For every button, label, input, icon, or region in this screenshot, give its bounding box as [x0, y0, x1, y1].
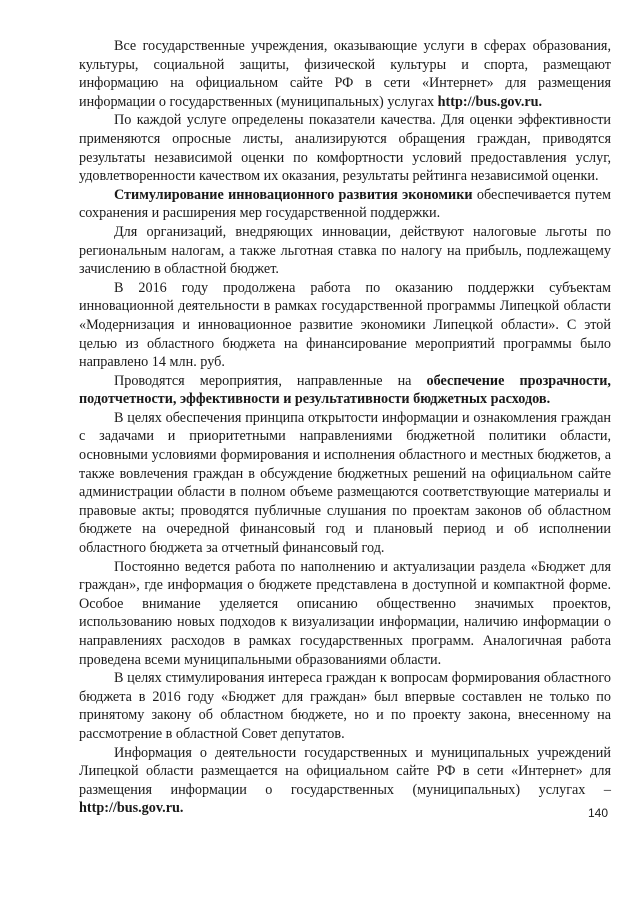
paragraph-text: В целях обеспечения принципа открытости информации и ознакомления граждан с задачами и приоритетными направлениями бюджетной политики области, основными условиями формирования и исполнения областного и местных бюджетов, а также вовлечения граждан в обсуждение бюджетных решений на официальном сайте администрации области в полном объеме размещаются соответствующие материалы и правовые акты; проводятся публичные слушания по проектам законов об областном бюджете на очередной финансовый год и плановый период и об исполнении областного бюджета за отчетный финансовый год.	[79, 409, 611, 557]
bold-text: Стимулирование инновационного развития экономики	[114, 186, 473, 203]
paragraph	[79, 669, 611, 743]
paragraph	[79, 223, 611, 279]
paragraph	[79, 372, 611, 409]
bold-text: http://bus.gov.ru.	[437, 93, 543, 110]
paragraph	[79, 186, 611, 223]
paragraph-text: Проводятся мероприятия, направленные на	[114, 372, 427, 389]
paragraph-text: По каждой услуге определены показатели качества. Для оценки эффективности применяются опросные листы, анализируются обращения граждан, приводятся результаты независимой оценки по комфортности условий предоставления услуг, удовлетворенности качеством их оказания, результаты рейтинга независимой оценки.	[79, 112, 611, 185]
paragraph-text: обеспечивается путем сохранения и расширения мер государственной поддержки.	[79, 186, 611, 222]
paragraph	[79, 37, 611, 111]
paragraph-text: Для организаций, внедряющих инновации, действуют налоговые льготы по региональным налогам, а также льготная ставка по налогу на прибыль, подлежащему зачислению в областной бюджет.	[79, 223, 611, 278]
document-body	[79, 37, 611, 818]
page-number: 140	[588, 806, 609, 820]
bold-text: http://bus.gov.ru.	[79, 800, 184, 817]
bold-text: обеспечение прозрачности, подотчетности, эффективности и результативности бюджетных расходов.	[79, 372, 611, 408]
paragraph-text: Все государственные учреждения, оказывающие услуги в сферах образования, культуры, социальной защиты, физической культуры и спорта, размещают информацию на официальном сайте РФ в сети «Интернет» для размещения информации о государственных (муниципальных) услугах	[79, 38, 611, 110]
paragraph	[79, 111, 611, 185]
paragraph-text: В целях стимулирования интереса граждан к вопросам формирования областного бюджета в 2016 году «Бюджет для граждан» был впервые составлен не только по принятому закону об областном бюджете, но и по проекту закона, внесенному на рассмотрение в областной Совет депутатов.	[79, 670, 611, 742]
paragraph	[79, 409, 611, 558]
paragraph-text: В 2016 году продолжена работа по оказанию поддержки субъектам инновационной деятельности в рамках государственной программы Липецкой области «Модернизация и инновационное развитие экономики Липецкой области». С этой целью из областного бюджета на финансирование мероприятий программы было направлено 14 млн. руб.	[79, 279, 611, 371]
paragraph	[79, 744, 611, 818]
paragraph	[79, 279, 611, 372]
paragraph-text: Постоянно ведется работа по наполнению и актуализации раздела «Бюджет для граждан», где информация о бюджете представлена в доступной и компактной форме. Особое внимание уделяется описанию общественно значимых проектов, использованию новых подходов к визуализации информации, наличию информации о направлениях расходов в рамках государственных программ. Аналогичная работа проведена всеми муниципальными образованиями области.	[79, 558, 611, 668]
paragraph-text: Информация о деятельности государственных и муниципальных учреждений Липецкой области размещается на официальном сайте РФ в сети «Интернет» для размещения информации о государственных (муниципальных) услугах –	[79, 744, 611, 798]
paragraph	[79, 558, 611, 670]
